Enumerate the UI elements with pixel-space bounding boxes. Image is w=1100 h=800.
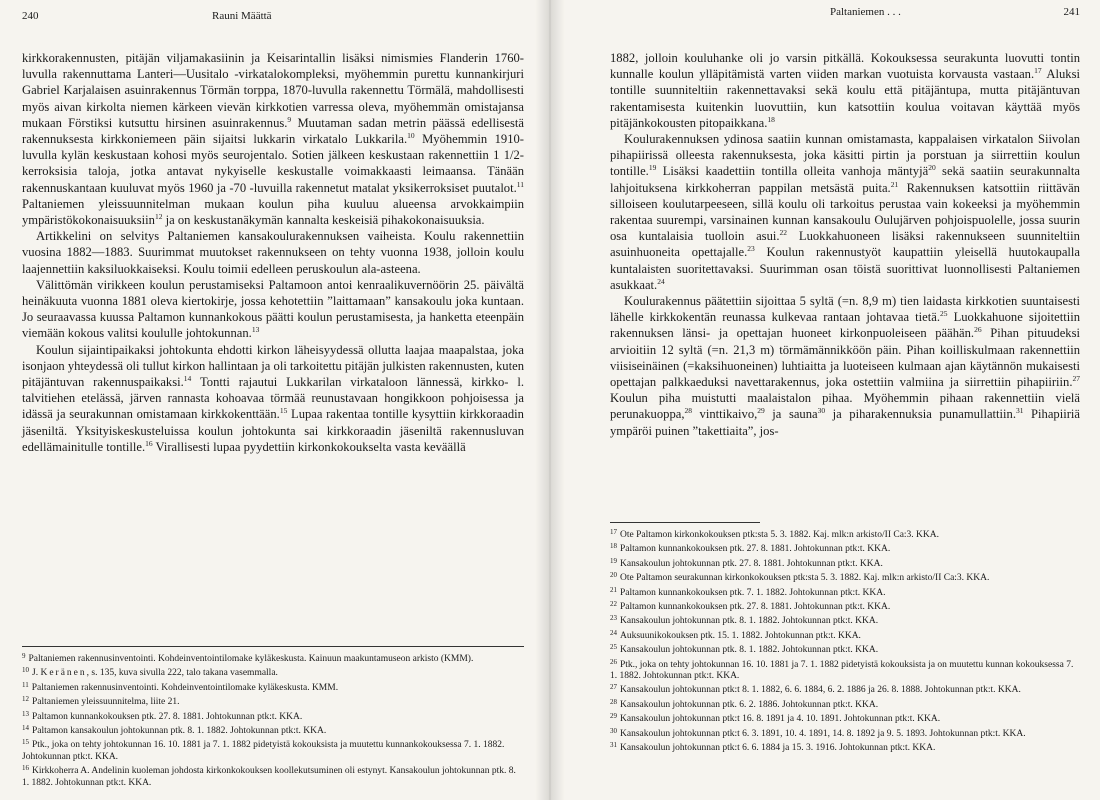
footnote-number: 12: [22, 695, 29, 704]
text-run: Pihan pituudeksi arvioitiin 12 syltä (=n. 21,3 m) törmämännikköön päin. Pihan koilliskulmaan rakennettiin viisiseinäinen (=kaksihuoneinen) luhtiaitta ja luoteiseen kulmaan ajan käytännön mukaisesti opettajan palkkaeduksi navettarakennus, joka ostettiin valmiina ja siirrettiin pihapiiriin.: [610, 326, 1080, 390]
footnote-text: Paltaniemen rakennusinventointi. Kohdeinventointilomake kyläkeskusta. KMM.: [31, 682, 339, 693]
footnote: [22, 723, 524, 737]
footnote-number: 31: [610, 741, 617, 750]
footnotes-right: [610, 522, 1074, 755]
page-number-right: 241: [1063, 6, 1080, 18]
footnote-ref: 13: [251, 325, 260, 335]
text-run: Koulurakennuksen ydinosa saatiin kunnan omistamasta, kappalaisen virkatalon Siivolan pihapiirissä olleesta rakennuksesta, joka käsitti pirtin ja porstuan ja siirrettiin koulun tontille.: [610, 132, 1080, 179]
footnote-ref: 30: [817, 406, 826, 416]
footnote-ref: 22: [779, 228, 788, 238]
paragraph: [22, 50, 524, 228]
footnote-text: , s. 135, kuva sivulla 222, talo takana vasemmalla.: [86, 668, 278, 679]
footnote: [22, 737, 524, 763]
footnote-text: J.: [32, 668, 41, 679]
footnote-text: Ptk., joka on tehty johtokunnan 16. 10. 1881 ja 7. 1. 1882 pidetyistä kokouksista ja muutettu kunnankokouksessa 7. 1. 1882. Johtokunnan ptk:t. KKA.: [22, 740, 505, 762]
footnote-ref: 16: [145, 438, 153, 448]
body-text-left: [22, 50, 524, 455]
footnote-text: Paltaniemen yleissuunnitelma, liite 21.: [32, 697, 180, 708]
footnote-text: Kansakoulun johtokunnan ptk. 27. 8. 1881. Johtokunnan ptk:t. KKA.: [620, 558, 883, 569]
footnote-ref: 12: [154, 212, 163, 222]
text-run: Paltaniemen yleissuunnitelman mukaan koulun piha kuuluu alueensa arvokkaimpiin ympäristökokonaisuuksiin: [22, 196, 524, 228]
footnote-number: 20: [610, 571, 617, 580]
paragraph: [610, 50, 1080, 131]
footnote: [610, 541, 1080, 555]
text-run: ja on keskustanäkymän kannalta keskeisiä pihakokonaisuuksia.: [162, 213, 485, 228]
footnote: [610, 628, 1080, 642]
running-title-right: Paltaniemen . . .: [830, 6, 901, 18]
footnote-number: 19: [610, 556, 617, 565]
page-number-left: 240: [22, 10, 39, 22]
footnote-number: 22: [610, 600, 617, 609]
footnote: [610, 740, 1080, 754]
footnote-text: Paltamon kansakoulun johtokunnan ptk. 8. 1. 1882. Johtokunnan ptk:t. KKA.: [32, 726, 327, 737]
footnote-text: Kansakoulun johtokunnan ptk. 8. 1. 1882. Johtokunnan ptk:t. KKA.: [620, 616, 879, 627]
footnote-text: Paltaniemen rakennusinventointi. Kohdeinventointilomake kyläkeskusta. Kainuun maakuntamuseon arkisto (KMM).: [28, 654, 474, 664]
footnote: [610, 682, 1080, 696]
footnote-text: Kirkkoherra A. Andelinin kuoleman johdosta kirkonkokouksen koollekutsuminen oli estynyt. Kansakoulun johtokunnan ptk. 8. 1. 1882. Johtokunnan ptk:t. KKA.: [22, 766, 516, 788]
footnote-text: Kansakoulun johtokunnan ptk:t 6. 6. 1884 ja 15. 3. 1916. Johtokunnan ptk:t. KKA.: [620, 743, 936, 754]
footnote: [22, 665, 524, 679]
text-run: ja piharakennuksia punamullattiin.: [825, 407, 1016, 422]
footnote-text: Paltamon kunnankokouksen ptk. 27. 8. 1881. Johtokunnan ptk:t. KKA.: [32, 711, 303, 722]
footnote-text: Kansakoulun johtokunnan ptk:t 16. 8. 1891 ja 4. 10. 1891. Johtokunnan ptk:t. KKA.: [620, 714, 941, 725]
footnote-number: 29: [610, 712, 617, 721]
footnote-ref: 15: [279, 406, 288, 416]
footnote-text: Ote Paltamon kirkonkokouksen ptk:sta 5. 3. 1882. Kaj. mlk:n arkisto/II Ca:3. KKA.: [620, 530, 940, 540]
footnote-text: Kansakoulun johtokunnan ptk:t 6. 3. 1891, 10. 4. 1891, 14. 8. 1892 ja 9. 5. 1893. Johtokunnan ptk:t. KKA.: [620, 728, 1026, 739]
running-head-right: [610, 6, 1080, 24]
footnote-number: 23: [610, 614, 617, 623]
footnote-number: 26: [610, 657, 617, 666]
footnote-number: 18: [610, 542, 617, 551]
footnote-ref: 10: [407, 131, 415, 141]
text-run: Koulun rakennustyöt kaupattiin yleisellä huutokaupalla kuntalaisten suoritettavaksi. Suurimman osan töistä suorittivat luonnollisesti Paltaniemen asukkaat.: [610, 245, 1080, 292]
footnote: [610, 613, 1080, 627]
footnote-ref: 26: [974, 325, 982, 335]
footnote-ref: 14: [183, 374, 192, 384]
footnote-author: Keränen: [40, 668, 87, 679]
footnotes-left: [22, 646, 524, 789]
footnote-ref: 29: [757, 406, 765, 416]
text-run: Välittömän virikkeen koulun perustamiseksi Paltamoon antoi kenraalikuvernöörin 25. päivältä heinäkuuta vuonna 1881 oleva kiertokirje, jossa kehotettiin ”laittamaan” kansakoulu joka kuntaan. Jo seuraavassa kuussa Paltamon kunnankokous päätti koulun perustamisesta, ja hanketta eteenpäin viemään kokous valitsi koululle johtokunnan.: [22, 277, 524, 341]
footnote: [22, 709, 524, 723]
footnote-number: 13: [22, 709, 29, 718]
paragraph: [22, 342, 524, 455]
footnote: [610, 585, 1080, 599]
footnote-ref: 28: [684, 406, 692, 416]
footnote-number: 21: [610, 585, 617, 594]
footnote-number: 28: [610, 697, 617, 706]
footnote-text: Paltamon kunnankokouksen ptk. 27. 8. 1881. Johtokunnan ptk:t. KKA.: [620, 544, 891, 555]
text-run: Luokkahuoneen lisäksi rakennukseen suunniteltiin asuinhuoneita opettajalle.: [610, 229, 1080, 260]
footnote-ref: 9: [287, 114, 292, 124]
footnote-ref: 31: [1015, 406, 1024, 416]
footnote-ref: 19: [648, 163, 657, 173]
footnote: [610, 599, 1080, 613]
text-run: Koulurakennus päätettiin sijoittaa 5 syltä (=n. 8,9 m) tien laidasta kirkkotien suuntaisesti lähelle kirkkokentän reunassa kulkevaa rantaan johtavaa tietä.: [610, 294, 1080, 325]
footnote-text: Paltamon kunnankokouksen ptk. 27. 8. 1881. Johtokunnan ptk:t. KKA.: [620, 602, 891, 613]
running-head-left: [22, 10, 524, 28]
footnote-number: 16: [22, 764, 29, 773]
text-run: Luokkahuone sijoitettiin rakennuksen länsi- ja opettajan huoneet kirkonpuoleiseen päähän.: [610, 310, 1080, 341]
text-run: ja sauna: [764, 407, 818, 422]
footnote: [22, 680, 524, 694]
footnote-ref: 27: [1072, 374, 1080, 384]
footnote: [610, 642, 1080, 656]
paragraph: Artikkelini on selvitys Paltaniemen kansakoulurakennuksen vaiheista. Koulu rakennettiin vuosina 1882—1883. Suurimmat muutokset rakennukseen on tehty vuonna 1938, jolloin koulu laajennettiin kaksiluokkaiseksi. Koulu toimii edelleen peruskoulun ala-asteena.: [22, 229, 524, 276]
footnote-ref: 23: [747, 244, 755, 254]
footnote-text: Kansakoulun johtokunnan ptk. 8. 1. 1882. Johtokunnan ptk:t. KKA.: [620, 645, 879, 656]
footnote-text: Paltamon kunnankokouksen ptk. 7. 1. 1882. Johtokunnan ptk:t. KKA.: [620, 587, 886, 598]
text-run: 1882, jolloin kouluhanke oli jo varsin pitkällä. Kokouksessa seurakunta luovutti tontin kunnalle koulun ylläpitämistä varten viiden markan vuotuista korvausta vastaan.: [610, 51, 1080, 82]
footnote-text: Auksuunikokouksen ptk. 15. 1. 1882. Johtokunnan ptk:t. KKA.: [620, 630, 861, 641]
footnote-number: 11: [22, 680, 29, 689]
footnote-text: Ote Paltamon seurakunnan kirkonkokouksen ptk:sta 5. 3. 1882. Kaj. mlk:n arkisto/II Ca:3. KKA.: [620, 573, 990, 584]
text-run: Myöhemmin 1910-luvulla kylän keskustaan kohosi myös seurojentalo. Sotien jälkeen keskustaan rakennettiin 1 1/2-kerroksisia taloja, jotka antavat nykyiselle keskustalle voimakkaasti leimaansa. Tänään rakennuskantaan kuuluvat myös 1960 ja -70 -luvuilla rakennetut matalat yksikerroksiset puutalot.: [22, 132, 524, 195]
text-run: Koulun sijaintipaikaksi johtokunta ehdotti kirkon läheisyydessä ollutta laajaa maapalstaa, joka isonjaon yhteydessä oli tullut kirkon hallintaan ja oli tarkoitettu pitäjän julkisten rakennusten, kuten pitäjäntuvan rakennuspaikaksi.: [22, 342, 524, 390]
footnote: [22, 763, 524, 789]
footnote-number: 30: [610, 726, 617, 735]
text-run: Pihapiiriä ympäröi puinen ”takettiaita”, jos-: [610, 407, 1080, 438]
footnote-number: 14: [22, 724, 29, 733]
paragraph: [610, 131, 1080, 293]
text-run: Muutaman sadan metrin päässä edellisestä rakennuksesta kirkkoniemeen päin sijaitsi lukkarin virkatalo Lukkarila.: [22, 115, 524, 147]
footnote: [22, 694, 524, 708]
footnote-text: Ptk., joka on tehty johtokunnan 16. 10. 1881 ja 7. 1. 1882 pidetyistä kokouksista ja on muutettu kunnan kokouksessa 7. 1. 1882. Johtokunnan ptk:t. KKA.: [610, 659, 1074, 682]
footnote-ref: 25: [939, 309, 948, 319]
text-run: Aluksi tontille suunniteltiin rakennettavaksi sekä koulu että pitäjäntupa, mutta pitäjäntuvan rakentamisesta kuitenkin luovuttiin, kun katsottiin koulua voitavan käyttää myös pitäjänkokousten pitopaikkana.: [610, 67, 1080, 130]
footnote: [610, 657, 1080, 683]
body-text-right: [610, 50, 1080, 439]
paragraph: [610, 293, 1080, 439]
text-run: vinttikaivo,: [692, 407, 758, 422]
footnote: [610, 527, 1080, 541]
footnote-ref: 17: [1034, 66, 1042, 76]
footnote-ref: 24: [657, 276, 665, 286]
text-run: kirkkorakennusten, pitäjän viljamakasiinin ja Keisarintallin lisäksi nimismies Flanderin 1760-luvulla rakennuttama Lanteri—Uusitalo -virkatalokompleksi, myöhemmin purettu kunnankirjuri Gabriel Karjalaisen asuinrakennus Törmän torppa, 1870-luvulla rakennettu Törmälä, mahdollisesti myös aivan kirkolta niemen kärkeen vievän kirkkotien varressa oleva, myöhemmän omistajansa mukaan Förstiksi kutsuttu hirsinen asuinrakennus.: [22, 51, 524, 130]
footnote-ref: 18: [767, 114, 775, 124]
paragraph: [22, 277, 524, 342]
text-run: sekä saatiin seurakunnalta lahjoituksena kirkkoherran pappilan metsästä puita.: [610, 164, 1080, 195]
text-run: Lisäksi kaadettiin tontilla olleita vanhoja mäntyjä: [656, 164, 929, 179]
footnote-text: Kansakoulun johtokunnan ptk. 6. 2. 1886. Johtokunnan ptk:t. KKA.: [620, 699, 879, 710]
footnote: [610, 570, 1080, 584]
footnote-number: 15: [22, 738, 29, 747]
text-run: Rakennuksen katsottiin riittävän silloiseen koulutarpeeseen, sillä koulu oli tarkoitus perustaa vain kokeeksi ja myöhemmin rakentaa suurempi, varsinainen kunnan kansakoulu Oulujärven pohjoispuolelle, jossa suurin osa kuntalaisia tuolloin asui.: [610, 180, 1080, 244]
text-run: Tontti rajautui Lukkarilan virkataloon lännessä, kirkko- l. talvitiehen etelässä, järven rannasta kohoavaa törmää reunustavaan hongikkoon pohjoisessa ja idässä ja seurakunnan omistamaan kirkkokenttään.: [22, 375, 524, 422]
running-title-left: Rauni Määttä: [212, 10, 272, 22]
footnote-number: 9: [22, 652, 26, 660]
footnote-text: Kansakoulun johtokunnan ptk:t 8. 1. 1882, 6. 6. 1884, 6. 2. 1886 ja 26. 8. 1888. Johtokunnan ptk:t. KKA.: [620, 685, 1021, 696]
footnote-number: 24: [610, 628, 617, 637]
footnote-number: 27: [610, 683, 617, 692]
text-run: Koulun piha muistutti maalaistalon pihaa. Myöhemmin pihaan rakennettiin vielä perunakuoppa,: [610, 391, 1080, 422]
footnote-ref: 11: [516, 179, 524, 189]
footnote-number: 17: [610, 528, 617, 536]
footnote-ref: 20: [928, 163, 936, 173]
footnote-number: 25: [610, 643, 617, 652]
footnote: [22, 651, 524, 665]
text-run: Virallisesti lupaa pyydettiin kirkonkokoukselta vasta keväällä: [152, 439, 466, 454]
text-run: Lupaa rakentaa tontille kysyttiin kirkkoraadin jäseniltä. Yksityiskeskusteluissa koulun johtokunta sai kirkkoraadin jäseniltä rakennusluvan edellämainitulle tontille.: [22, 407, 524, 454]
footnote: [610, 711, 1080, 725]
right-page: [550, 0, 1100, 800]
footnote: [610, 697, 1080, 711]
footnote: [610, 556, 1080, 570]
footnote: [610, 726, 1080, 740]
footnote-number: 10: [22, 666, 29, 675]
footnote-ref: 21: [890, 179, 899, 189]
